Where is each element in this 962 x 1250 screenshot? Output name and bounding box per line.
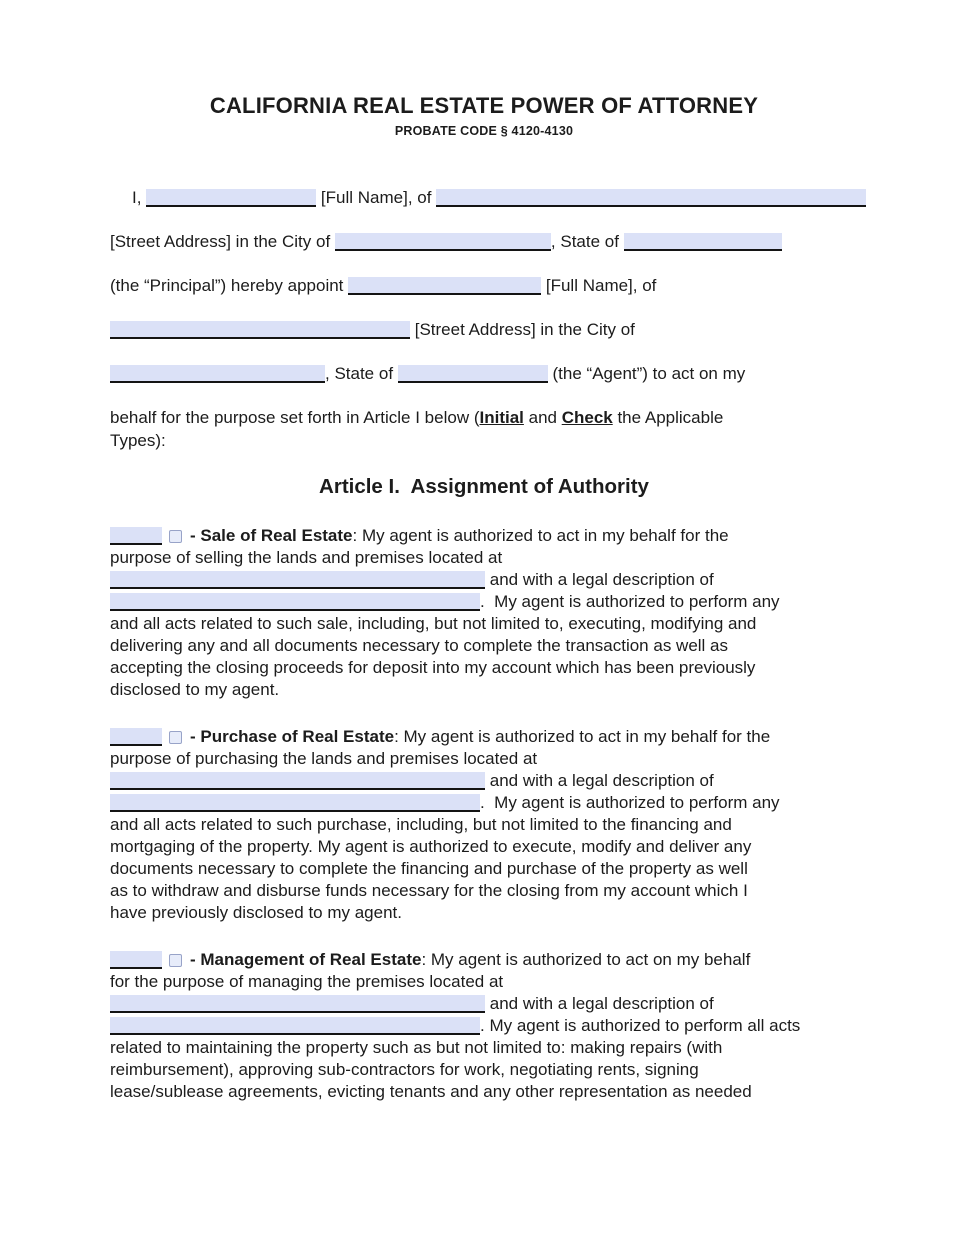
intro-line-3 <box>110 274 858 297</box>
purchase-lead-text: : My agent is authorized to act in my behalf for the <box>394 727 771 746</box>
management-body-line: reimbursement), approving sub-contractors for work, negotiating rents, signing <box>110 1060 699 1079</box>
intro-line-5 <box>110 362 858 385</box>
intro-line-2 <box>110 230 858 253</box>
purchase-body-line: mortgaging of the property. My agent is authorized to execute, modify and deliver any <box>110 837 752 856</box>
intro-line-5-mid: , State of <box>325 364 394 383</box>
management-checkbox[interactable] <box>169 954 182 967</box>
check-keyword: Check <box>561 408 613 427</box>
page-subtitle: PROBATE CODE § 4120-4130 <box>394 124 574 138</box>
principal-street-address-field[interactable] <box>436 189 866 207</box>
intro-line-1 <box>110 186 858 209</box>
sale-title: - Sale of Real Estate <box>190 526 353 545</box>
sale-body-line: and all acts related to such sale, including, but not limited to, executing, modifying and <box>110 614 757 633</box>
agent-state-field[interactable] <box>398 365 548 383</box>
purchase-initials-field[interactable] <box>110 728 162 746</box>
intro-line-2-pre: [Street Address] in the City of <box>110 232 331 251</box>
intro-line-6-and: and <box>523 408 562 427</box>
sale-body-line: accepting the closing proceeds for deposit into my account which has been previously <box>110 658 756 677</box>
initial-keyword: Initial <box>479 408 524 427</box>
agent-city-field[interactable] <box>110 365 325 383</box>
sale-heading-line <box>110 525 858 547</box>
article-1-heading: Article I. Assignment of Authority <box>319 475 649 498</box>
sale-line-4 <box>110 591 858 613</box>
purchase-body-line: and all acts related to such purchase, including, but not limited to the financing and <box>110 815 732 834</box>
purchase-body-line: documents necessary to complete the financing and purchase of the property as well <box>110 859 748 878</box>
purchase-property-address-field[interactable] <box>110 772 485 790</box>
purchase-line-2: purpose of purchasing the lands and premises located at <box>110 749 538 768</box>
purchase-line-3 <box>110 770 858 792</box>
sale-checkbox[interactable] <box>169 530 182 543</box>
management-line-4 <box>110 1015 858 1037</box>
page-title: CALIFORNIA REAL ESTATE POWER OF ATTORNEY <box>209 93 759 118</box>
intro-line-1-mid: [Full Name], of <box>320 188 432 207</box>
intro-line-3-post: [Full Name], of <box>545 276 657 295</box>
sale-legal-description-field[interactable] <box>110 593 480 611</box>
sale-initials-field[interactable] <box>110 527 162 545</box>
principal-state-field[interactable] <box>624 233 782 251</box>
purchase-after-address-text: and with a legal description of <box>489 771 714 790</box>
intro-line-2-mid: , State of <box>550 232 619 251</box>
intro-line-7: Types): <box>110 431 166 450</box>
purchase-section <box>110 726 858 924</box>
intro-line-5-post: (the “Agent”) to act on my <box>552 364 746 383</box>
management-legal-description-field[interactable] <box>110 1017 480 1035</box>
sale-lead-text: : My agent is authorized to act in my behalf for the <box>352 526 729 545</box>
principal-city-field[interactable] <box>335 233 551 251</box>
intro-line-6-pre: behalf for the purpose set forth in Article I below ( <box>110 408 480 427</box>
management-body-line: lease/sublease agreements, evicting tenants and any other representation as needed <box>110 1082 752 1101</box>
management-initials-field[interactable] <box>110 951 162 969</box>
sale-line-2: purpose of selling the lands and premises located at <box>110 548 503 567</box>
intro-section <box>110 186 858 452</box>
intro-line-4-post: [Street Address] in the City of <box>414 320 635 339</box>
management-section <box>110 949 858 1103</box>
management-line-3 <box>110 993 858 1015</box>
agent-name-field[interactable] <box>348 277 541 295</box>
intro-line-4 <box>110 318 858 341</box>
sale-section <box>110 525 858 701</box>
intro-line-1-pre: I, <box>132 188 142 207</box>
sale-body-line: disclosed to my agent. <box>110 680 280 699</box>
management-line-2: for the purpose of managing the premises located at <box>110 972 504 991</box>
sale-after-legal-text: . My agent is authorized to perform any <box>480 592 780 611</box>
purchase-heading-line <box>110 726 858 748</box>
management-heading-line <box>110 949 858 971</box>
purchase-body-line: have previously disclosed to my agent. <box>110 903 402 922</box>
purchase-title: - Purchase of Real Estate <box>190 727 395 746</box>
sale-body-line: delivering any and all documents necessary to complete the transaction as well as <box>110 636 729 655</box>
purchase-legal-description-field[interactable] <box>110 794 480 812</box>
sale-property-address-field[interactable] <box>110 571 485 589</box>
management-after-legal-text: . My agent is authorized to perform all acts <box>480 1016 801 1035</box>
intro-line-3-pre: (the “Principal”) hereby appoint <box>110 276 344 295</box>
purchase-body-line: as to withdraw and disburse funds necessary for the closing from my account which I <box>110 881 748 900</box>
document-content <box>110 0 858 1103</box>
management-property-address-field[interactable] <box>110 995 485 1013</box>
purchase-after-legal-text: . My agent is authorized to perform any <box>480 793 780 812</box>
management-after-address-text: and with a legal description of <box>489 994 714 1013</box>
sale-after-address-text: and with a legal description of <box>489 570 714 589</box>
agent-street-address-field[interactable] <box>110 321 410 339</box>
purchase-checkbox[interactable] <box>169 731 182 744</box>
management-lead-text: : My agent is authorized to act on my behalf <box>421 950 751 969</box>
management-title: - Management of Real Estate <box>190 950 422 969</box>
intro-line-6-post: the Applicable <box>612 408 724 427</box>
sale-line-3 <box>110 569 858 591</box>
principal-name-field[interactable] <box>146 189 316 207</box>
management-body-line: related to maintaining the property such as but not limited to: making repairs (with <box>110 1038 723 1057</box>
purchase-line-4 <box>110 792 858 814</box>
intro-line-6 <box>110 406 858 429</box>
